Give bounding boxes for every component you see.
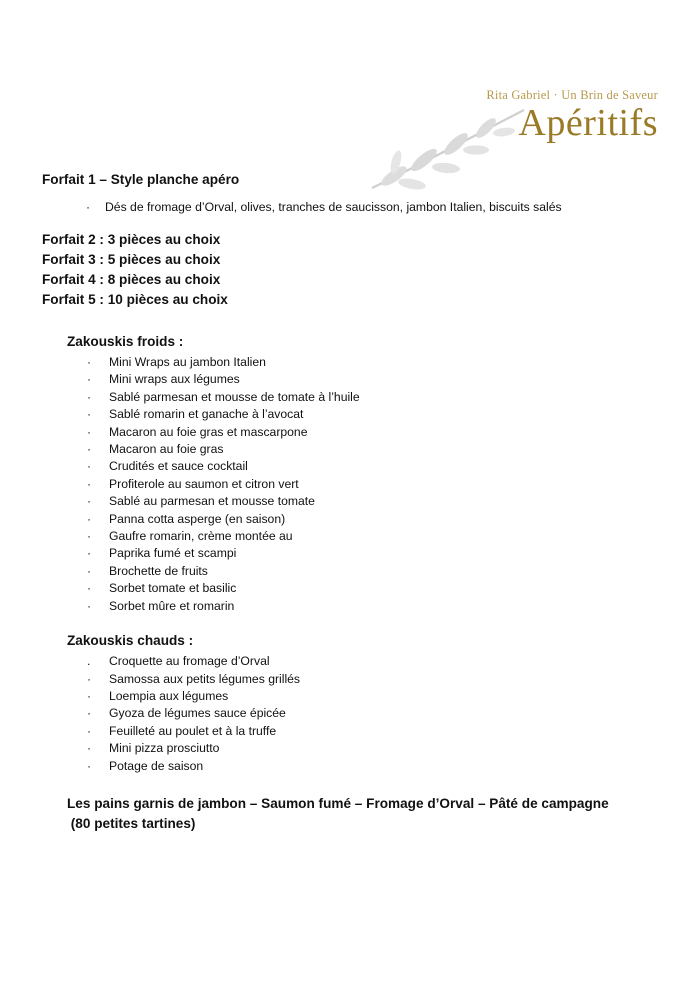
list-item-label: Feuilleté au poulet et à la truffe [109, 723, 277, 738]
bullet-icon: · [87, 424, 92, 439]
list-item [67, 424, 662, 441]
list-item [67, 476, 662, 493]
list-item-label: Panna cotta asperge (en saison) [109, 511, 286, 526]
list-item [67, 598, 662, 615]
list-item-label: Macaron au foie gras [109, 442, 224, 457]
bullet-icon: · [87, 476, 92, 491]
bullet-icon: · [87, 511, 92, 526]
list-item-label: Sorbet tomate et basilic [109, 581, 237, 596]
list-item [67, 653, 662, 670]
bullet-icon: · [87, 442, 92, 457]
list-item-label: Mini wraps aux légumes [109, 372, 240, 387]
list-item [67, 580, 662, 597]
list-item [67, 493, 662, 510]
list-item-label: Sorbet mûre et romarin [109, 598, 235, 613]
list-item [67, 563, 662, 580]
list-item [67, 740, 662, 757]
zakouskis-froids-section [67, 332, 662, 615]
zakouskis-froids-title: Zakouskis froids : [67, 334, 184, 349]
pains-garnis-quantity: (80 petites tartines) [67, 815, 196, 831]
bullet-icon: · [87, 671, 92, 686]
forfait-2: Forfait 2 : 3 pièces au choix [42, 232, 221, 247]
bullet-icon: . [87, 654, 91, 669]
list-item [67, 671, 662, 688]
list-item [67, 458, 662, 475]
bullet-icon: · [87, 688, 92, 703]
bullet-icon: · [87, 529, 92, 544]
bullet-icon: · [87, 546, 92, 561]
forfait-1-title: Forfait 1 – Style planche apéro [42, 172, 240, 187]
list-item-label: Profiterole au saumon et citron vert [109, 476, 299, 491]
zakouskis-chauds-title: Zakouskis chauds : [67, 633, 194, 649]
zakouskis-chauds-list [67, 653, 662, 775]
bullet-icon: · [87, 407, 92, 422]
list-item [67, 705, 662, 722]
list-item-label: Croquette au fromage d’Orval [109, 654, 270, 669]
bullet-icon: · [86, 200, 91, 214]
bullet-icon: · [87, 563, 92, 578]
list-item [67, 406, 662, 423]
list-item-label: Mini Wraps au jambon Italien [109, 355, 266, 369]
brand-subtitle: Rita Gabriel · Un Brin de Saveur [486, 88, 658, 102]
list-item-label: Samossa aux petits légumes grillés [109, 671, 301, 686]
bullet-icon: · [87, 372, 92, 387]
forfait-1-item [42, 198, 662, 216]
page-title: Apéritifs [518, 102, 658, 144]
pains-garnis-line: Les pains garnis de jambon – Saumon fumé – Fromage d’Orval – Pâté de campagne [67, 795, 609, 811]
bullet-icon: · [87, 355, 92, 369]
list-item-label: Crudités et sauce cocktail [109, 459, 248, 474]
list-item-label: Mini pizza prosciutto [109, 741, 220, 756]
list-item [67, 688, 662, 705]
list-item-label: Sablé parmesan et mousse de tomate à l’huile [109, 389, 360, 404]
bullet-icon: · [87, 723, 92, 738]
bullet-icon: · [87, 459, 92, 474]
list-item-label: Macaron au foie gras et mascarpone [109, 424, 308, 439]
bullet-icon: · [87, 706, 92, 721]
list-item [67, 441, 662, 458]
pains-garnis-section [67, 794, 662, 834]
list-item-label: Sablé romarin et ganache à l’avocat [109, 407, 304, 422]
bullet-icon: · [87, 389, 92, 404]
bullet-icon: · [87, 741, 92, 756]
list-item-label: Loempia aux légumes [109, 688, 229, 703]
forfait-5: Forfait 5 : 10 pièces au choix [42, 292, 228, 307]
zakouskis-chauds-section [67, 631, 662, 775]
list-item-label: Potage de saison [109, 758, 204, 773]
bullet-icon: · [87, 581, 92, 596]
list-item [67, 545, 662, 562]
bullet-icon: · [87, 494, 92, 509]
zakouskis-froids-list [67, 354, 662, 615]
list-item [67, 511, 662, 528]
list-item [67, 389, 662, 406]
list-item [67, 528, 662, 545]
list-item [67, 758, 662, 775]
brand-header [486, 88, 658, 145]
list-item-label: Paprika fumé et scampi [109, 546, 237, 561]
list-item-label: Brochette de fruits [109, 563, 208, 578]
forfait-4: Forfait 4 : 8 pièces au choix [42, 272, 221, 287]
list-item-label: Sablé au parmesan et mousse tomate [109, 494, 315, 509]
menu-content [42, 170, 662, 834]
bullet-icon: · [87, 598, 92, 613]
list-item [67, 723, 662, 740]
list-item [67, 371, 662, 388]
list-item-label: Gyoza de légumes sauce épicée [109, 706, 286, 721]
list-item [67, 354, 662, 371]
forfait-1-text: Dés de fromage d’Orval, olives, tranches de saucisson, jambon Italien, biscuits salés [105, 200, 562, 214]
forfait-3: Forfait 3 : 5 pièces au choix [42, 252, 221, 267]
bullet-icon: · [87, 758, 92, 773]
list-item-label: Gaufre romarin, crème montée au [109, 529, 293, 544]
forfaits-list [42, 230, 662, 310]
